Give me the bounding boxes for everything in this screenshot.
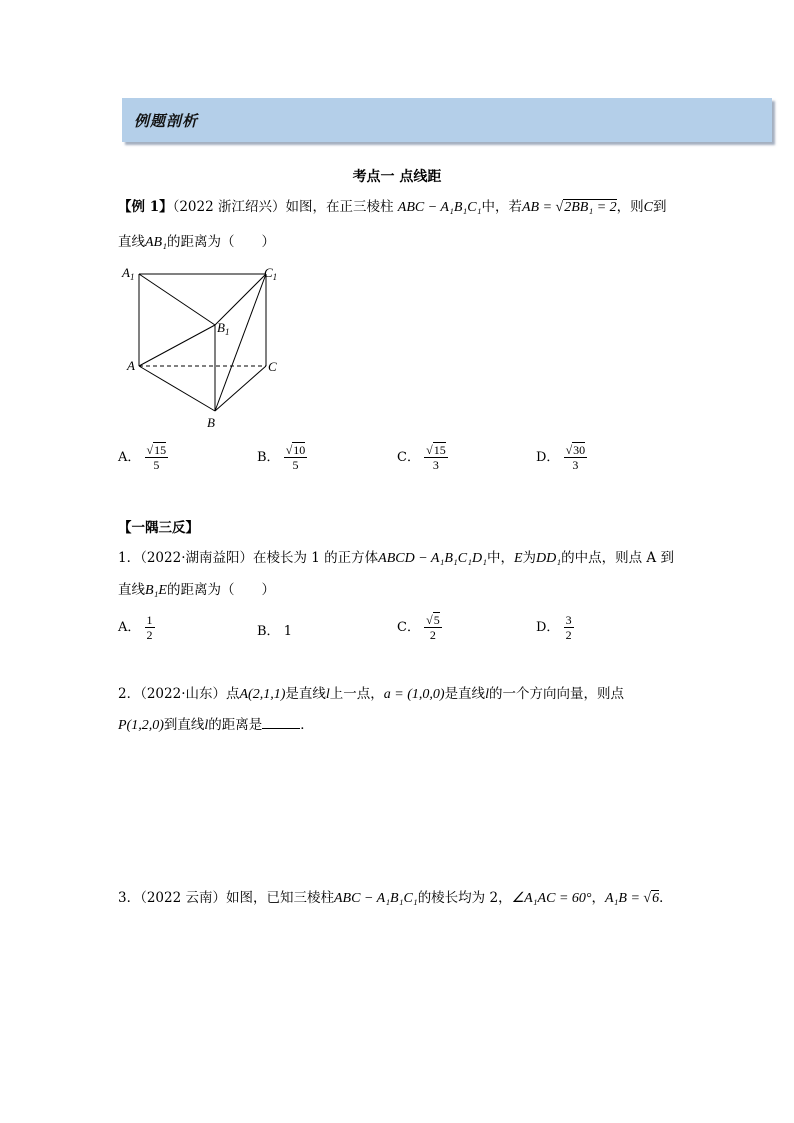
example-prism: ABC − A₁B₁C₁ <box>397 200 482 215</box>
q3-angle: ∠A₁AC = 60° <box>511 891 592 906</box>
q1-cube: ABCD − A₁B₁C₁D₁ <box>378 551 487 566</box>
section-title: 考点一 点线距 <box>352 169 442 185</box>
example-option-c[interactable] <box>397 443 448 472</box>
q2-line-1 <box>118 682 624 703</box>
q3-pre: 3．（2022 云南）如图，已知三棱柱 <box>118 890 334 906</box>
edge-bc <box>215 366 266 411</box>
q1-post: 的中点，则点 A 到 <box>561 550 674 566</box>
option-label: C． <box>397 450 420 465</box>
example-option-b[interactable] <box>257 443 307 472</box>
example-option-d[interactable] <box>536 443 587 472</box>
edge-a1b1 <box>139 274 215 325</box>
example-line2-pre: 直线 <box>118 234 145 250</box>
edge-b1c1 <box>215 274 266 325</box>
q2-mid2: 上一点， <box>329 686 384 702</box>
practice-header: 【一隅三反】 <box>118 520 199 536</box>
q3-root: 6 <box>652 891 660 906</box>
q2-mid4: 的一个方向向量，则点 <box>488 686 624 702</box>
example-cond-lhs: AB <box>521 200 540 215</box>
option-label: C． <box>397 620 420 635</box>
q1-line2-post: 的距离为（ ） <box>166 582 275 598</box>
example-line2-post: 的距离为（ ） <box>166 234 275 250</box>
option-fraction: $\frac{3}{2}$ <box>565 613 572 642</box>
q1-option-d[interactable] <box>536 613 574 642</box>
example-cond-rhs: 2BB₁ = 2 <box>564 200 617 215</box>
q1-line-2 <box>118 578 275 599</box>
label-b: B <box>207 415 215 430</box>
example-text-tail: ，则 <box>616 199 644 215</box>
option-fraction: $\frac{√30}{3}$ <box>565 443 586 472</box>
section-banner <box>122 98 772 142</box>
q3-sep: ， <box>591 890 605 906</box>
option-label: D． <box>536 620 560 635</box>
example-point-c: C <box>643 200 653 215</box>
q2-mid: 是直线 <box>285 686 326 702</box>
q2-answer-blank[interactable] <box>262 716 300 729</box>
q2-vector: a = (1,0,0) <box>383 687 445 702</box>
option-fraction: $\frac{√10}{5}$ <box>285 443 306 472</box>
q2-post2: 的距离是 <box>208 717 263 733</box>
option-fraction: $\frac{1}{2}$ <box>146 613 153 642</box>
q3-end: ． <box>659 890 673 906</box>
example-line2-seg: AB₁ <box>145 235 167 250</box>
option-label: B． <box>257 450 280 465</box>
q3-seg: A₁B = <box>604 891 640 906</box>
label-b1: $B_1$ <box>217 320 230 337</box>
label-c1: $C_1$ <box>264 265 278 282</box>
q2-post: 到直线 <box>163 717 205 733</box>
example-option-a[interactable] <box>118 443 168 472</box>
option-value: 1 <box>283 624 292 639</box>
edge-ab <box>139 366 215 411</box>
example-text-tail2: 到 <box>653 199 667 215</box>
option-label: D． <box>536 450 560 465</box>
q2-line-l-3: l <box>204 718 209 733</box>
q1-seg: B₁E <box>145 583 167 598</box>
q2-point-a: A(2,1,1) <box>239 687 286 702</box>
q2-line-l: l <box>325 687 330 702</box>
example-text-mid: 中，若 <box>481 199 522 215</box>
q1-option-a[interactable] <box>118 613 155 642</box>
example-tag: 【例 1】 <box>118 199 173 215</box>
example-1-line-1: 【例 1】（2022 浙江绍兴）如图，在正三棱柱 ABC − A₁B₁C₁中，若AB = √2BB₁ = 2，则C到 <box>118 199 667 215</box>
q2-pre: 2．（2022·山东）点 <box>118 686 240 702</box>
q2-line-l-2: l <box>485 687 489 702</box>
q1-line-1 <box>118 546 674 567</box>
q1-mid2: 为 <box>522 550 537 566</box>
label-a: A <box>127 358 135 373</box>
q1-line2-pre: 直线 <box>118 582 145 598</box>
q1-mid: 中， <box>486 550 514 566</box>
example-source: （2022 浙江绍兴）如图，在正三棱柱 <box>172 199 394 215</box>
q3-mid: 的棱长均为 2， <box>417 890 512 906</box>
q2-end: ． <box>300 717 314 733</box>
q2-line-2 <box>118 713 314 734</box>
option-fraction: $\frac{√15}{5}$ <box>146 443 167 472</box>
option-label: B． <box>257 624 280 639</box>
q1-dd1: DD₁ <box>536 551 562 566</box>
option-fraction: $\frac{√15}{3}$ <box>426 443 446 472</box>
q2-point-p: P(1,2,0) <box>118 718 164 733</box>
example-1-line-2 <box>118 230 275 251</box>
option-label: A． <box>118 450 141 465</box>
label-a1: $A_1$ <box>122 265 135 282</box>
prism-figure <box>118 260 298 432</box>
diag-bc1 <box>215 274 266 411</box>
option-fraction: $\frac{√5}{2}$ <box>426 613 440 642</box>
q1-option-c[interactable] <box>397 613 442 642</box>
diag-ab1 <box>139 325 215 366</box>
q1-option-b[interactable] <box>257 620 292 639</box>
q3-line-1: 3．（2022 云南）如图，已知三棱柱ABC − A₁B₁C₁的棱长均为 2，∠A₁AC = 60°，A₁B = √6． <box>118 890 673 906</box>
label-c: C <box>268 359 277 374</box>
q2-mid3: 是直线 <box>444 686 486 702</box>
q3-prism: ABC − A₁B₁C₁ <box>334 891 418 906</box>
banner-label: 例题剖析 <box>134 112 199 130</box>
q1-pre: 1．（2022·湖南益阳）在棱长为 1 的正方体 <box>118 550 379 566</box>
option-label: A． <box>118 620 141 635</box>
q1-point-e: E <box>513 551 523 566</box>
